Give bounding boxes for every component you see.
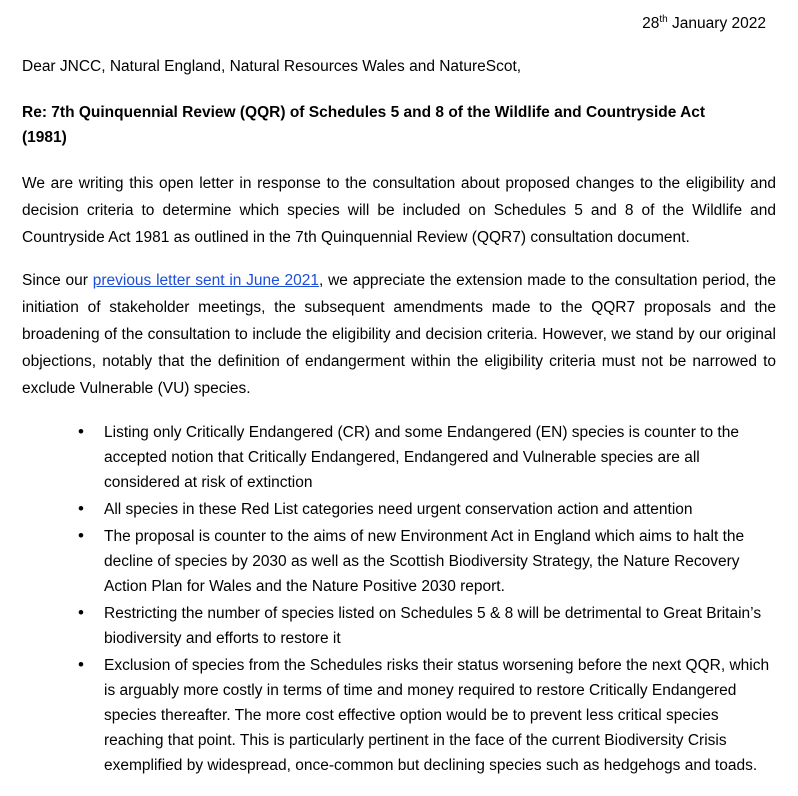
letter-date [22, 10, 776, 34]
list-item: • Restricting the number of species listed on Schedules 5 & 8 will be detrimental to Great Britain’s biodiversity and efforts to restore it [78, 601, 776, 651]
date-day: 28 [642, 15, 660, 33]
salutation: Dear JNCC, Natural England, Natural Resources Wales and NatureScot, [22, 58, 522, 76]
paragraph-response-prefix: Since our [22, 272, 93, 290]
previous-letter-link[interactable]: previous letter sent in June 2021 [92, 272, 320, 290]
paragraph-response-suffix: , we appreciate the extension made to the consultation period, the initiation of stakeholder meetings, the subsequent amendments made to the QQR7 proposals and the broadening of the consultation to include the eligibility and decision criteria. However, we stand by our original objections, notably that the definition of endangerment within the eligibility criteria must not be narrowed to exclude Vulnerable (VU) species. [22, 272, 777, 398]
subject-line: Re: 7th Quinquennial Review (QQR) of Schedules 5 and 8 of the Wildlife and Countryside Act (1981) [22, 104, 706, 147]
list-item: • Exclusion of species from the Schedules risks their status worsening before the next QQR, which is arguably more costly in terms of time and money required to restore Critically Endangered species thereafter. The more cost effective option would be to prevent less critical species reaching that point. This is particularly pertinent in the face of the current Biodiversity Crisis exemplified by widespread, once-common but declining species such as hedgehogs and toads. [78, 653, 776, 778]
date-ordinal-suffix: th [659, 14, 668, 25]
paragraph-response [22, 267, 776, 402]
list-item: • Listing only Critically Endangered (CR) and some Endangered (EN) species is counter to the accepted notion that Critically Endangered, Endangered and Vulnerable species are all considered at risk of extinction [78, 420, 776, 495]
paragraph-intro: We are writing this open letter in response to the consultation about proposed changes to the eligibility and decision criteria to determine which species will be included on Schedules 5 and 8 of the Wildlife and Countryside Act 1981 as outlined in the 7th Quinquennial Review (QQR7) consultation document. [22, 175, 776, 247]
list-item: • All species in these Red List categories need urgent conservation action and attention [78, 497, 776, 522]
date-month-year: January 2022 [667, 15, 766, 33]
objections-list [22, 420, 776, 778]
list-item: • The proposal is counter to the aims of new Environment Act in England which aims to halt the decline of species by 2030 as well as the Scottish Biodiversity Strategy, the Nature Recovery Action Plan for Wales and the Nature Positive 2030 report. [78, 524, 776, 599]
